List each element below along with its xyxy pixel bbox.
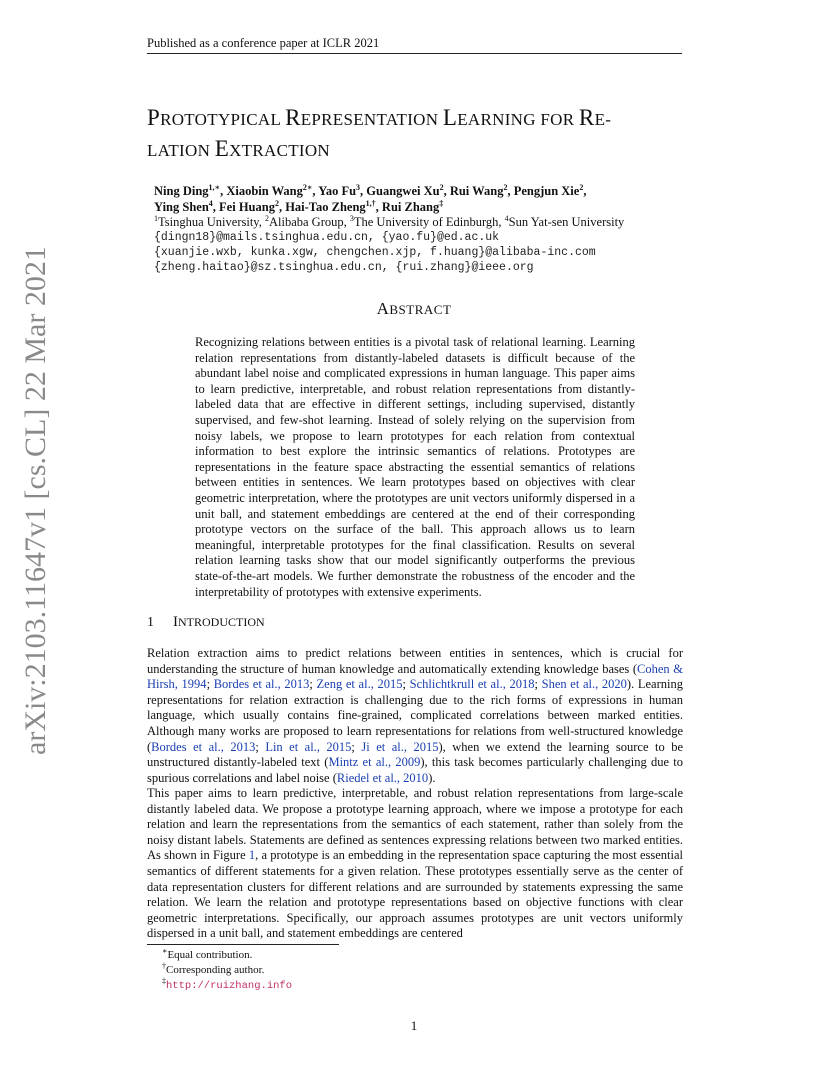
citation-link[interactable]: Lin et al., 2015 [265, 739, 352, 754]
author-name: Ning Ding [154, 184, 209, 198]
email-line: {xuanjie.wxb, kunka.xgw, chengchen.xjp, f.huang}@alibaba-inc.com [154, 246, 596, 259]
header-rule [147, 53, 682, 54]
author-affiliation-mark: 1,† [365, 198, 376, 208]
author-affiliation-mark: ‡ [439, 198, 444, 208]
author-line-1: Ning Ding$^{1,∗}$, Xiaobin Wang$^{2∗}$, Yao Fu$^3$, Guangwei Xu$^2$, Rui Wang$^2$, Pengjun Xie$^2$, [154, 182, 587, 198]
author-line-2: Ying Shen$^4$, Fei Huang$^2$, Hai-Tao Zheng$^{1,\dagger}$, Rui Zhang‡ [154, 198, 444, 214]
author-affiliation-mark: 2 [579, 182, 584, 192]
author-name: Rui Wang [449, 184, 504, 198]
abstract-heading: ABSTRACT [376, 299, 452, 318]
author-name: Yao Fu [318, 184, 357, 198]
citation-link[interactable]: Riedel et al., 2010 [336, 770, 429, 785]
author-affiliation-mark: 2 [274, 198, 279, 208]
intro-paragraph-2: This paper aims to learn predictive, interpretable, and robust relation representations from large-scale distantly labeled data. We propose a prototype learning approach, where we impose a prototype for each relation and learn the representations from the semantics of each statement, rather than solely from the noisy distant labels. Statements are defined as sentences expressing relations between two marked entities. As shown in Figure 1, a prototype is an embedding in the representation space capturing the most essential semantics of different statements for a given relation. These prototypes essentially serve as the center of data representation clusters for different relations and are surrounded by statements expressing the same relation. We learn the relation and prototype representations based on objective functions with clear geometric interpretations. Specifically, our approach assumes prototypes are unit vectors uniformly dispersed in a unit ball, and statement embeddings are centered [147, 786, 683, 941]
email-line: {zheng.haitao}@sz.tsinghua.edu.cn, {rui.zhang}@ieee.org [154, 261, 534, 274]
citation-link[interactable]: Zeng et al., 2015 [316, 677, 403, 692]
homepage-link[interactable]: http://ruizhang.info [166, 980, 293, 992]
footnote-homepage: ‡http://ruizhang.info [162, 976, 293, 992]
author-affiliation-mark: 2∗ [302, 182, 313, 192]
author-affiliation-mark: 4 [208, 198, 213, 208]
author-name: Hai-Tao Zheng [285, 199, 366, 214]
intro-paragraph-1: Relation extraction aims to predict relations between entities in sentences, which is crucial for understanding the structure of human knowledge and automatically extending knowledge bases (Cohen & Hirsh, 1994; Bordes et al., 2013; Zeng et al., 2015; Schlichtkrull et al., 2018; Shen et al., 2020). Learning representations for relation extraction is challenging due to the rich forms of expressions in human language, which usually contains fine-grained, complicated correlations between marked entities. Although many works are proposed to learn representations for relations from well-structured knowledge (Bordes et al., 2013; Lin et al., 2015; Ji et al., 2015), when we extend the learning source to be unstructured distantly-labeled text (Mintz et al., 2009), this task becomes particularly challenging due to spurious correlations and label noise (Riedel et al., 2010). [147, 646, 684, 785]
citation-link[interactable]: Mintz et al., 2009 [328, 755, 421, 770]
citation-link[interactable]: Shen et al., 2020 [541, 677, 627, 692]
title-line-1: PROTOTYPICAL REPRESENTATION LEARNING FOR RE- [147, 105, 612, 130]
author-affiliation-mark: 3 [356, 182, 361, 192]
page-number: 1 [410, 1018, 418, 1033]
section-number: 1 [147, 615, 154, 630]
author-affiliation-mark: 1,∗ [208, 182, 221, 192]
author-name: Pengjun Xie [513, 184, 580, 198]
section-heading-introduction: 1 INTRODUCTION [147, 614, 265, 630]
affiliation-name: Tsinghua University [158, 215, 259, 229]
citation-link[interactable]: Schlichtkrull et al., 2018 [409, 677, 535, 692]
author-list [154, 184, 674, 215]
affiliations: $^1$Tsinghua University, $^2$Alibaba Group, $^3$The University of Edinburgh, $^4$Sun Yat-sen University [154, 213, 625, 229]
affiliation-name: Sun Yat-sen University [508, 215, 625, 229]
footnote-equal-contribution: ∗Equal contribution. [162, 946, 253, 961]
footnote-corresponding-author: †Corresponding author. [162, 961, 265, 976]
citation-link[interactable]: Ji et al., 2015 [361, 739, 439, 754]
arxiv-side-label: arXiv:2103.11647v1 [cs.CL] 22 Mar 2021 [19, 246, 52, 755]
citation-link[interactable]: Bordes et al., 2013 [151, 739, 256, 754]
author-name: Fei Huang [219, 199, 275, 214]
affiliation-name: The University of Edinburgh [353, 215, 499, 229]
abstract-text: Recognizing relations between entities is a pivotal task of relational learning. Learning relation representations from distantly-labeled datasets is difficult because of the abundant label noise and complicated expressions in human language. This paper aims to learn predictive, interpretable, and robust relation representations from distantly-labeled data that are effective in different settings, including supervised, distantly supervised, and few-shot learning. Instead of solely relying on the supervision from noisy labels, we propose to learn prototypes for each relation from contextual information to best explore the intrinsic semantics of relations. Prototypes are representations in the feature space abstracting the essential semantics of relations between entities in sentences. We learn prototypes based on objectives with clear geometric interpretation, where the prototypes are unit vectors uniformly dispersed in a unit ball, and statement embeddings are centered at the end of their corresponding prototype vectors on the surface of the ball. This approach allows us to learn meaningful, interpretable prototypes for the final classification. Results on several relation learning tasks show that our model significantly outperforms the previous state-of-the-art models. We further demonstrate the robustness of the encoder and the interpretability of prototypes with extensive experiments. [195, 335, 635, 599]
author-name: Guangwei Xu [366, 184, 440, 198]
author-name: Ying Shen [154, 199, 209, 214]
author-name: Rui Zhang [381, 199, 440, 214]
citation-link[interactable]: Cohen & Hirsh, 1994 [147, 661, 683, 692]
title-line-2: LATION EXTRACTION [147, 136, 331, 161]
citation-link[interactable]: 1 [248, 848, 256, 863]
author-affiliation-mark: 2 [503, 182, 508, 192]
footnote-rule [147, 944, 339, 945]
email-line: {dingn18}@mails.tsinghua.edu.cn, {yao.fu}@ed.ac.uk [154, 231, 500, 244]
author-name: Xiaobin Wang [226, 184, 303, 198]
running-header: Published as a conference paper at ICLR 2021 [147, 36, 380, 50]
citation-link[interactable]: Bordes et al., 2013 [213, 677, 310, 692]
affiliation-name: Alibaba Group [268, 215, 344, 229]
paper-title [147, 103, 687, 165]
author-affiliation-mark: 2 [439, 182, 444, 192]
